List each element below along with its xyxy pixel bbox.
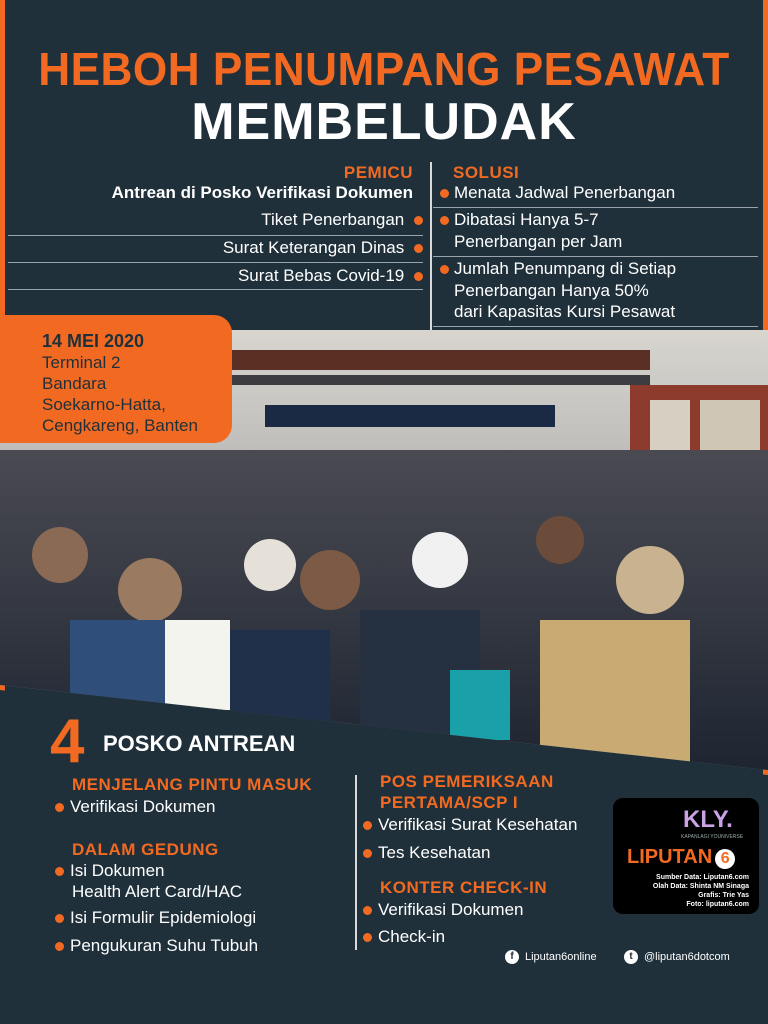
facebook-handle[interactable]: f Liputan6online	[505, 950, 597, 964]
bullet-dot-icon	[414, 244, 423, 253]
credit-line: Olah Data: Shinta NM Sinaga	[652, 883, 749, 890]
facebook-icon: f	[505, 950, 519, 964]
kly-subtitle: KAPANLAGI YOUNIVERSE	[681, 834, 744, 840]
pemicu-item-label: Surat Keterangan Dinas	[222, 238, 405, 257]
bullet-dot-icon	[440, 189, 449, 198]
twitter-handle[interactable]: t @liputan6dotcom	[624, 950, 730, 964]
posko-item: Verifikasi Surat Kesehatan	[363, 815, 577, 835]
column-divider	[430, 162, 432, 342]
six-icon: 6	[715, 849, 735, 869]
kly-logo: KLY.	[683, 806, 733, 833]
title-line-2: MEMBELUDAK	[191, 93, 577, 151]
divider	[433, 207, 758, 208]
pemicu-item	[238, 266, 423, 286]
bullet-dot-icon	[55, 867, 64, 876]
posko-title: POSKO ANTREAN	[103, 731, 296, 756]
credit-line: Foto: liputan6.com	[686, 901, 749, 908]
info-line: Soekarno-Hatta,	[42, 395, 166, 414]
posko-item: Isi Dokumen	[55, 861, 164, 881]
solusi-item-line: Dibatasi Hanya 5-7	[454, 210, 599, 229]
solusi-item-line: Penerbangan per Jam	[454, 232, 623, 251]
solusi-item-line: Menata Jadwal Penerbangan	[454, 183, 676, 202]
posko-heading: MENJELANG PINTU MASUK	[72, 775, 313, 794]
solusi-item	[440, 210, 599, 230]
bullet-dot-icon	[363, 933, 372, 942]
divider	[8, 235, 423, 236]
posko-item: Check-in	[363, 927, 445, 947]
bullet-dot-icon	[414, 216, 423, 225]
pemicu-heading: PEMICU	[343, 163, 413, 182]
divider	[433, 256, 758, 257]
divider	[433, 326, 758, 327]
brand-logo-block	[613, 798, 759, 914]
posko-item: Isi Formulir Epidemiologi	[55, 908, 256, 928]
solusi-item-line: Penerbangan Hanya 50%	[454, 281, 649, 300]
credits	[653, 873, 749, 909]
pemicu-subtitle: Antrean di Posko Verifikasi Dokumen	[111, 183, 413, 202]
posko-item-line: Health Alert Card/HAC	[72, 882, 243, 901]
info-line: Terminal 2	[42, 353, 121, 372]
bullet-dot-icon	[363, 906, 372, 915]
bullet-dot-icon	[55, 914, 64, 923]
info-line: Bandara	[42, 374, 107, 393]
solusi-item	[440, 259, 676, 279]
bullet-dot-icon	[440, 216, 449, 225]
posko-item: Pengukuran Suhu Tubuh	[55, 936, 258, 956]
bullet-dot-icon	[440, 265, 449, 274]
solusi-item-line: Jumlah Penumpang di Setiap	[454, 259, 677, 278]
solusi-heading: SOLUSI	[453, 163, 520, 182]
bullet-dot-icon	[414, 272, 423, 281]
solusi-item-line: dari Kapasitas Kursi Pesawat	[454, 302, 676, 321]
divider	[8, 289, 423, 290]
column-divider	[355, 775, 357, 950]
posko-item: Verifikasi Dokumen	[363, 900, 524, 920]
info-line: Cengkareng, Banten	[42, 416, 198, 435]
divider	[8, 262, 423, 263]
bullet-dot-icon	[55, 803, 64, 812]
posko-heading: POS PEMERIKSAAN	[380, 772, 554, 791]
solusi-item	[440, 183, 675, 203]
location-info-box	[0, 315, 232, 443]
posko-heading: PERTAMA/SCP I	[380, 793, 519, 812]
title-line-1: HEBOH PENUMPANG PESAWAT	[38, 43, 730, 95]
credit-line: Grafis: Trie Yas	[698, 892, 749, 899]
bullet-dot-icon	[55, 942, 64, 951]
pemicu-item	[223, 238, 423, 258]
posko-heading: KONTER CHECK-IN	[380, 878, 548, 897]
posko-heading: DALAM GEDUNG	[72, 840, 219, 859]
bullet-dot-icon	[363, 849, 372, 858]
posko-count: 4	[50, 707, 85, 776]
pemicu-item-label: Tiket Penerbangan	[261, 210, 405, 229]
credit-line: Sumber Data: Liputan6.com	[656, 874, 749, 881]
liputan-logo: LIPUTAN 6	[627, 846, 735, 869]
posko-item: Verifikasi Dokumen	[55, 797, 216, 817]
twitter-icon: t	[624, 950, 638, 964]
pemicu-item-label: Surat Bebas Covid-19	[237, 266, 405, 285]
bullet-dot-icon	[363, 821, 372, 830]
info-date: 14 MEI 2020	[42, 331, 145, 351]
pemicu-item	[261, 210, 423, 230]
posko-item: Tes Kesehatan	[363, 843, 490, 863]
